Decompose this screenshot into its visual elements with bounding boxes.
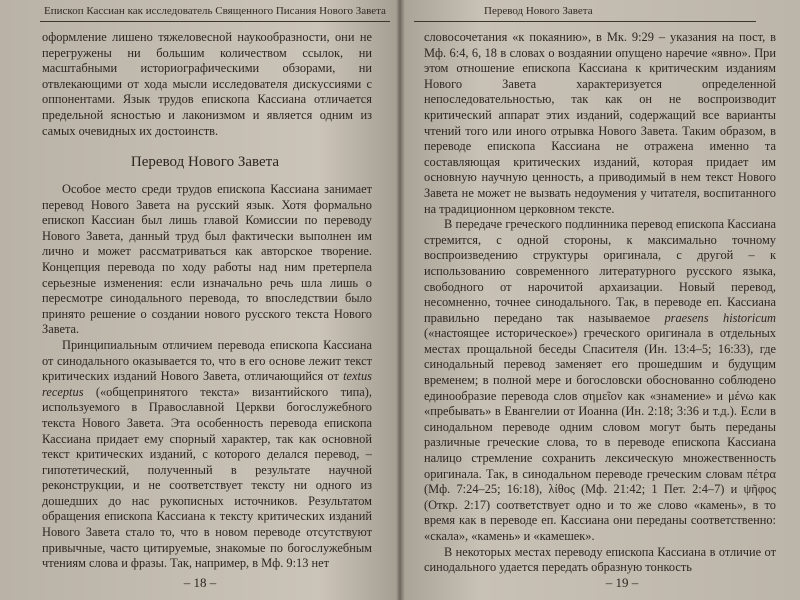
left-top-paragraph xyxy=(42,30,372,139)
paragraph-text: В передаче греческого подлинника перевод епископа Кассиана стремится, с одной стороны, к максимально точному воспроизведению структуры оригинала, с другой – к использованию современного литературного русского языка, свободного от нарочитой архаизации. Новый перевод, несомненно, точнее синодального. Так, в переводе еп. Кассиана правильно передано так называемое xyxy=(424,217,776,325)
running-head-right-text: Перевод Нового Завета xyxy=(484,5,593,17)
running-head-rule xyxy=(40,21,390,22)
italic-term: praesens historicum xyxy=(664,310,776,325)
paragraph-continuation: словосочетания «к покаянию», в Мк. 9:29 – указания на пост, в Мф. 6:4, 6, 18 в словах о воздаянии опущено наречие «явно». При этом отношение епископа Кассиана к критическим изданиям Нового Завета характеризуется определенной непоследовательностью, так как он не воспроизводит критический аппарат этих изданий, содержащий все варианты чтений того или иного отрывка Нового Завета. Таким образом, в переводе епископа Кассиана не отражена именно та составляющая критических изданий, которая придает им основную научную ценность, а приводимый в нем текст Нового Завета не может не вызвать недоумения у читателя, воспитанного на традиционном церковном тексте. xyxy=(424,30,776,216)
left-page xyxy=(0,0,398,600)
paragraph-text: («настоящее историческое») греческого оригинала в отдельных местах прощальной беседы Спасителя (Ин. 13:4–5; 16:33), где синодальный перевод заменяет его прошедшим и будущим временем; в полной мере и богословски обоснованно соблюдено единообразие перевода слов σημεῖον как «знамение» и μένω как «пребывать» в Евангелии от Иоанна (Ин. 2:18; 3:36 и т.д.). Если в синодальном переводе одним словом могут быть переданы различные греческие слова, то в переводе епископа Кассиана налицо стремление сохранить лексическую множественность оригинала. Так, в синодальном переводе греческим словам πέτρα (Мф. 7:24–25; 16:18), λίθος (Мф. 21:42; 1 Пет. 2:4–7) и ψῆφος (Откр. 2:17) соответствует одно и то же слово «камень», в то время как в переводе еп. Кассиана они переданы соответственно: «скала», «камень» и «камешек». xyxy=(424,326,776,543)
left-main-text xyxy=(42,182,372,572)
paragraph: В некоторых местах переводу епископа Кассиана в отличие от синодального удается передать образную тонкость xyxy=(424,544,776,575)
paragraph-text: («общепринятого текста» византийского типа), используемого в Православной Церкви богослужебного текста Нового Завета. Эта особенность перевода епископа Кассиана придает ему спорный характер, так как основной текст критических изданий, с которого делался перевод, – гипотетический, полученный в результате научной реконструкции, и не соответствует тексту ни одного из дошедших до нас рукописных источников. Результатом обращения епископа Кассиана к тексту критических изданий Нового Завета стало то, что в новом переводе отсутствуют привычные, часто цитируемые, знакомые по богослужебным чтениям слова и фразы. Так, например, в Мф. 9:13 нет xyxy=(42,384,372,571)
right-main-text xyxy=(424,30,776,576)
paragraph-text: Принципиальным отличием перевода епископа Кассиана от синодального оказывается то, что в его основе лежит текст критических изданий Нового Завета, отличающийся от xyxy=(42,337,372,384)
running-head-right xyxy=(414,4,774,20)
running-head-left xyxy=(40,4,390,20)
page-number-right: – 19 – xyxy=(605,575,639,590)
paragraph: Особое место среди трудов епископа Кассиана занимает перевод Нового Завета на русский язык. Хотя формально епископ Кассиан был лишь главой Комиссии по переводу Нового Завета, данный труд был фактически выполнен им лично и может рассматриваться как авторское творение. Концепция перевода по ходу работы над ним претерпела серьезные изменения: если изначально речь шла лишь о пересмотре синодального перевода, то впоследствии было принято решение о создании нового русского текста Нового Завета. xyxy=(42,182,372,337)
running-head-rule xyxy=(414,21,756,22)
section-heading: Перевод Нового Завета xyxy=(130,154,280,170)
italic-term: textus receptus xyxy=(42,369,372,399)
page-number-left: – 18 – xyxy=(183,575,217,590)
paragraph xyxy=(42,338,372,572)
running-head-left-text: Епископ Кассиан как исследователь Священного Писания Нового Завета xyxy=(44,5,386,17)
paragraph-continuation: оформление лишено тяжеловесной наукообразности, они не перегружены ни большим количеством ссылок, ни масштабными историографическими обзорами, ни отвлекающими от хода мысли исследователя дискуссиями с оппонентами. Язык трудов епископа Кассиана отличается предельной ясностью и лаконизмом и является одним из самых очевидных их достоинств. xyxy=(42,30,372,138)
paragraph xyxy=(424,217,776,544)
right-page xyxy=(402,0,800,600)
